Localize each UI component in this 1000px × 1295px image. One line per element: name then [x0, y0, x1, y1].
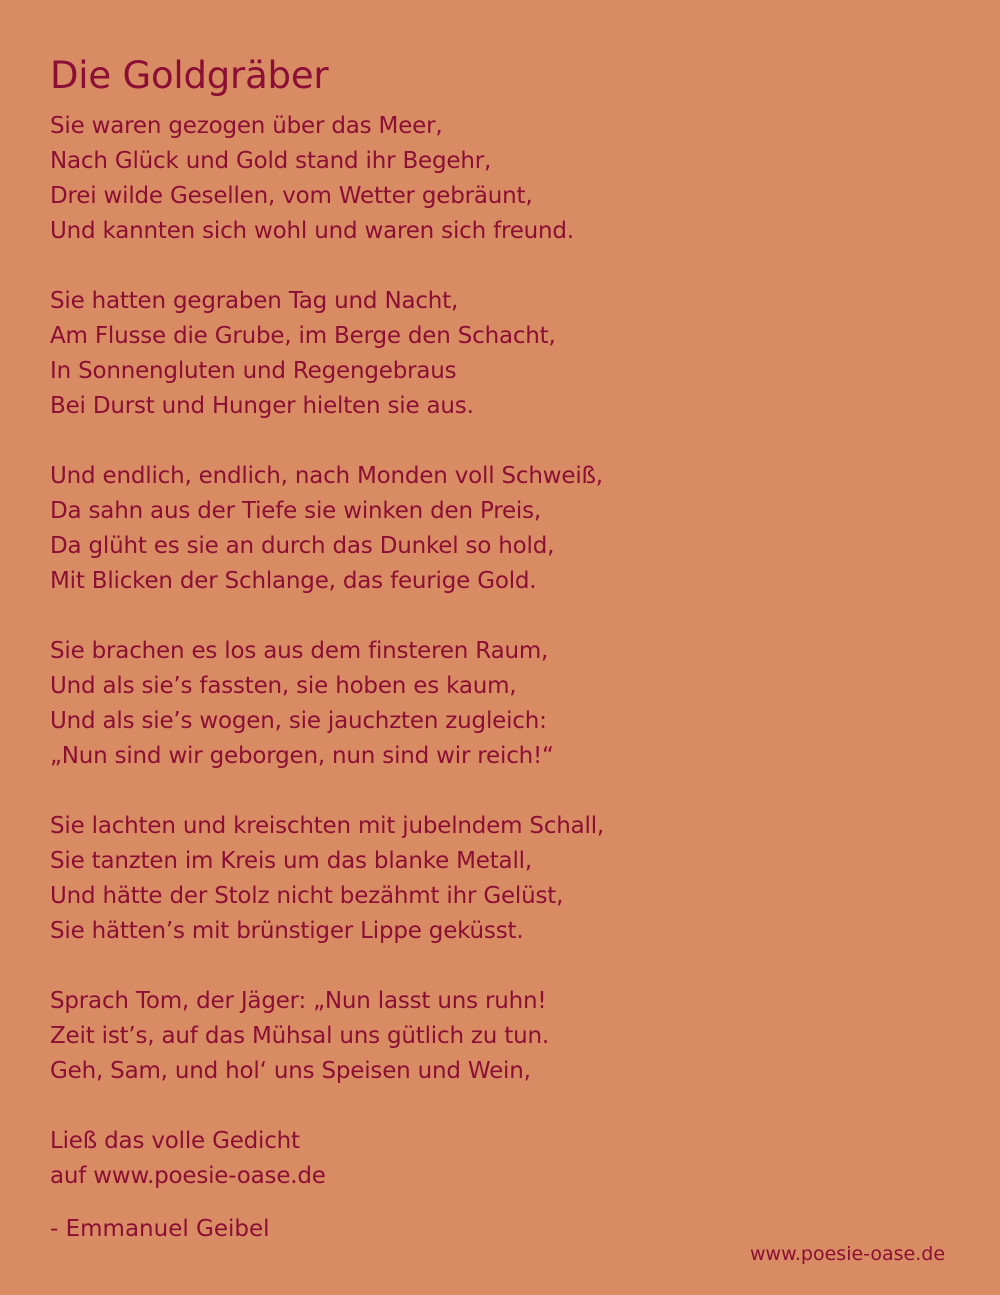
poem-card: [50, 0, 950, 1295]
stanza-3: [50, 459, 603, 599]
poem-line: Ließ das volle Gedicht: [50, 1128, 300, 1154]
poem-line: Sie hatten gegraben Tag und Nacht,: [50, 288, 459, 314]
stanza-1: [50, 109, 574, 249]
poem-line: Nach Glück und Gold stand ihr Begehr,: [50, 148, 492, 174]
stanza-5: [50, 809, 604, 949]
poem-line: auf www.poesie-oase.de: [50, 1163, 326, 1189]
stanza-6: [50, 984, 549, 1089]
poem-line: Und endlich, endlich, nach Monden voll Schweiß,: [50, 463, 603, 489]
poem-line: Da sahn aus der Tiefe sie winken den Preis,: [50, 498, 542, 524]
poem-line: Und als sie’s wogen, sie jauchzten zugleich:: [50, 708, 547, 734]
poem-author: - Emmanuel Geibel: [50, 1216, 270, 1242]
poem-line: In Sonnengluten und Regengebraus: [50, 358, 457, 384]
stanza-4: [50, 634, 554, 774]
poem-line: Sprach Tom, der Jäger: „Nun lasst uns ruhn!: [50, 988, 547, 1014]
poem-line: Sie tanzten im Kreis um das blanke Metall,: [50, 848, 532, 874]
poem-line: „Nun sind wir geborgen, nun sind wir reich!“: [50, 743, 554, 769]
poem-line: Da glüht es sie an durch das Dunkel so hold,: [50, 533, 555, 559]
poem-line: Und kannten sich wohl und waren sich freund.: [50, 218, 574, 244]
poem-line: Und als sie’s fassten, sie hoben es kaum,: [50, 673, 517, 699]
poem-line: Sie hätten’s mit brünstiger Lippe geküsst.: [50, 918, 524, 944]
poem-line: Am Flusse die Grube, im Berge den Schacht,: [50, 323, 556, 349]
poem-title: Die Goldgräber: [50, 54, 329, 97]
poem-line: Sie lachten und kreischten mit jubelndem Schall,: [50, 813, 605, 839]
poem-line: Sie brachen es los aus dem finsteren Raum,: [50, 638, 549, 664]
poem-line: Mit Blicken der Schlange, das feurige Gold.: [50, 568, 537, 594]
poem-line: Drei wilde Gesellen, vom Wetter gebräunt,: [50, 183, 533, 209]
poem-line: Zeit ist’s, auf das Mühsal uns gütlich zu tun.: [50, 1023, 549, 1049]
stanza-7: [50, 1124, 326, 1194]
poem-line: Und hätte der Stolz nicht bezähmt ihr Gelüst,: [50, 883, 564, 909]
stanza-2: [50, 284, 556, 424]
poem-line: Bei Durst und Hunger hielten sie aus.: [50, 393, 474, 419]
poem-line: Sie waren gezogen über das Meer,: [50, 113, 443, 139]
poem-line: Geh, Sam, und hol‘ uns Speisen und Wein,: [50, 1058, 531, 1084]
footer-url: www.poesie-oase.de: [750, 1243, 946, 1265]
